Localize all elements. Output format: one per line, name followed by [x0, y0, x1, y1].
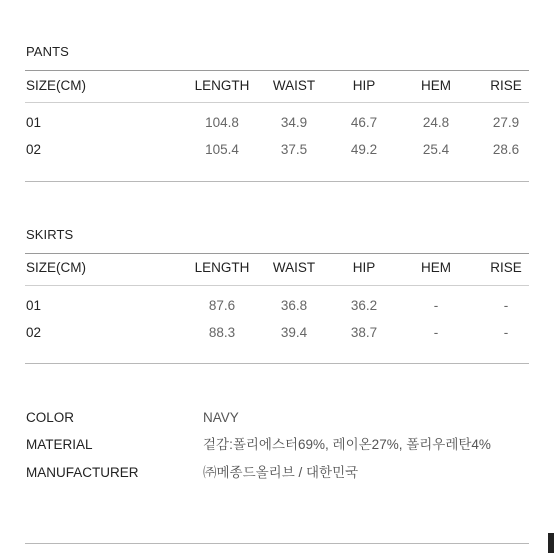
- pants-header-row: [0, 76, 554, 96]
- pants-header-hip: HIP: [352, 78, 376, 93]
- skirts-header-hip: HIP: [352, 260, 376, 275]
- pants-bottom-rule: [25, 181, 529, 182]
- table-row: [0, 140, 554, 160]
- material-value: 겉감:폴리에스터69%, 레이온27%, 폴리우레탄4%: [203, 437, 491, 452]
- pants-row1-rise: 27.9: [492, 115, 520, 130]
- skirts-row2-hip: 38.7: [350, 325, 378, 340]
- skirts-header-hem: HEM: [421, 260, 451, 275]
- skirts-row1-rise: -: [503, 298, 509, 313]
- color-row: [0, 408, 554, 428]
- skirts-row1-size: 01: [26, 298, 42, 313]
- pants-header-rise: RISE: [490, 78, 522, 93]
- pants-row1-hip: 46.7: [350, 115, 378, 130]
- skirts-row1-length: 87.6: [208, 298, 236, 313]
- skirts-row1-hip: 36.2: [350, 298, 378, 313]
- manufacturer-value: ㈜메종드올리브 / 대한민국: [203, 465, 359, 480]
- skirts-row2-rise: -: [503, 325, 509, 340]
- pants-row2-waist: 37.5: [280, 142, 308, 157]
- material-row: [0, 435, 554, 455]
- skirts-header-rise: RISE: [490, 260, 522, 275]
- skirts-top-rule: [25, 253, 529, 254]
- color-label: COLOR: [26, 410, 75, 425]
- skirts-header-rule: [25, 285, 529, 286]
- pants-header-rule: [25, 102, 529, 103]
- skirts-row1-waist: 36.8: [280, 298, 308, 313]
- manufacturer-row: [0, 463, 554, 483]
- color-value: NAVY: [203, 410, 239, 425]
- skirts-bottom-rule: [25, 363, 529, 364]
- table-row: [0, 323, 554, 343]
- pants-top-rule: [25, 70, 529, 71]
- pants-row2-size: 02: [26, 142, 42, 157]
- skirts-title: SKIRTS: [26, 227, 74, 242]
- pants-row1-length: 104.8: [205, 115, 239, 130]
- pants-row2-hip: 49.2: [350, 142, 378, 157]
- skirts-header-length: LENGTH: [194, 260, 250, 275]
- info-bottom-rule: [25, 543, 529, 544]
- pants-row2-length: 105.4: [205, 142, 239, 157]
- skirts-header-waist: WAIST: [272, 260, 316, 275]
- skirts-row2-length: 88.3: [208, 325, 236, 340]
- pants-row2-hem: 25.4: [422, 142, 450, 157]
- pants-header-hem: HEM: [421, 78, 451, 93]
- pants-row1-size: 01: [26, 115, 42, 130]
- material-label: MATERIAL: [26, 437, 93, 452]
- pants-row1-hem: 24.8: [422, 115, 450, 130]
- manufacturer-label: MANUFACTURER: [26, 465, 139, 480]
- skirts-row2-size: 02: [26, 325, 42, 340]
- pants-title: PANTS: [26, 44, 69, 59]
- pants-row1-waist: 34.9: [280, 115, 308, 130]
- table-row: [0, 113, 554, 133]
- skirts-row1-hem: -: [433, 298, 439, 313]
- pants-header-length: LENGTH: [194, 78, 250, 93]
- skirts-row2-hem: -: [433, 325, 439, 340]
- skirts-header-size: SIZE(CM): [26, 260, 86, 275]
- skirts-header-row: [0, 258, 554, 278]
- table-row: [0, 296, 554, 316]
- pants-header-size: SIZE(CM): [26, 78, 86, 93]
- pants-row2-rise: 28.6: [492, 142, 520, 157]
- skirts-row2-waist: 39.4: [280, 325, 308, 340]
- edge-fragment: [548, 533, 554, 553]
- pants-header-waist: WAIST: [272, 78, 316, 93]
